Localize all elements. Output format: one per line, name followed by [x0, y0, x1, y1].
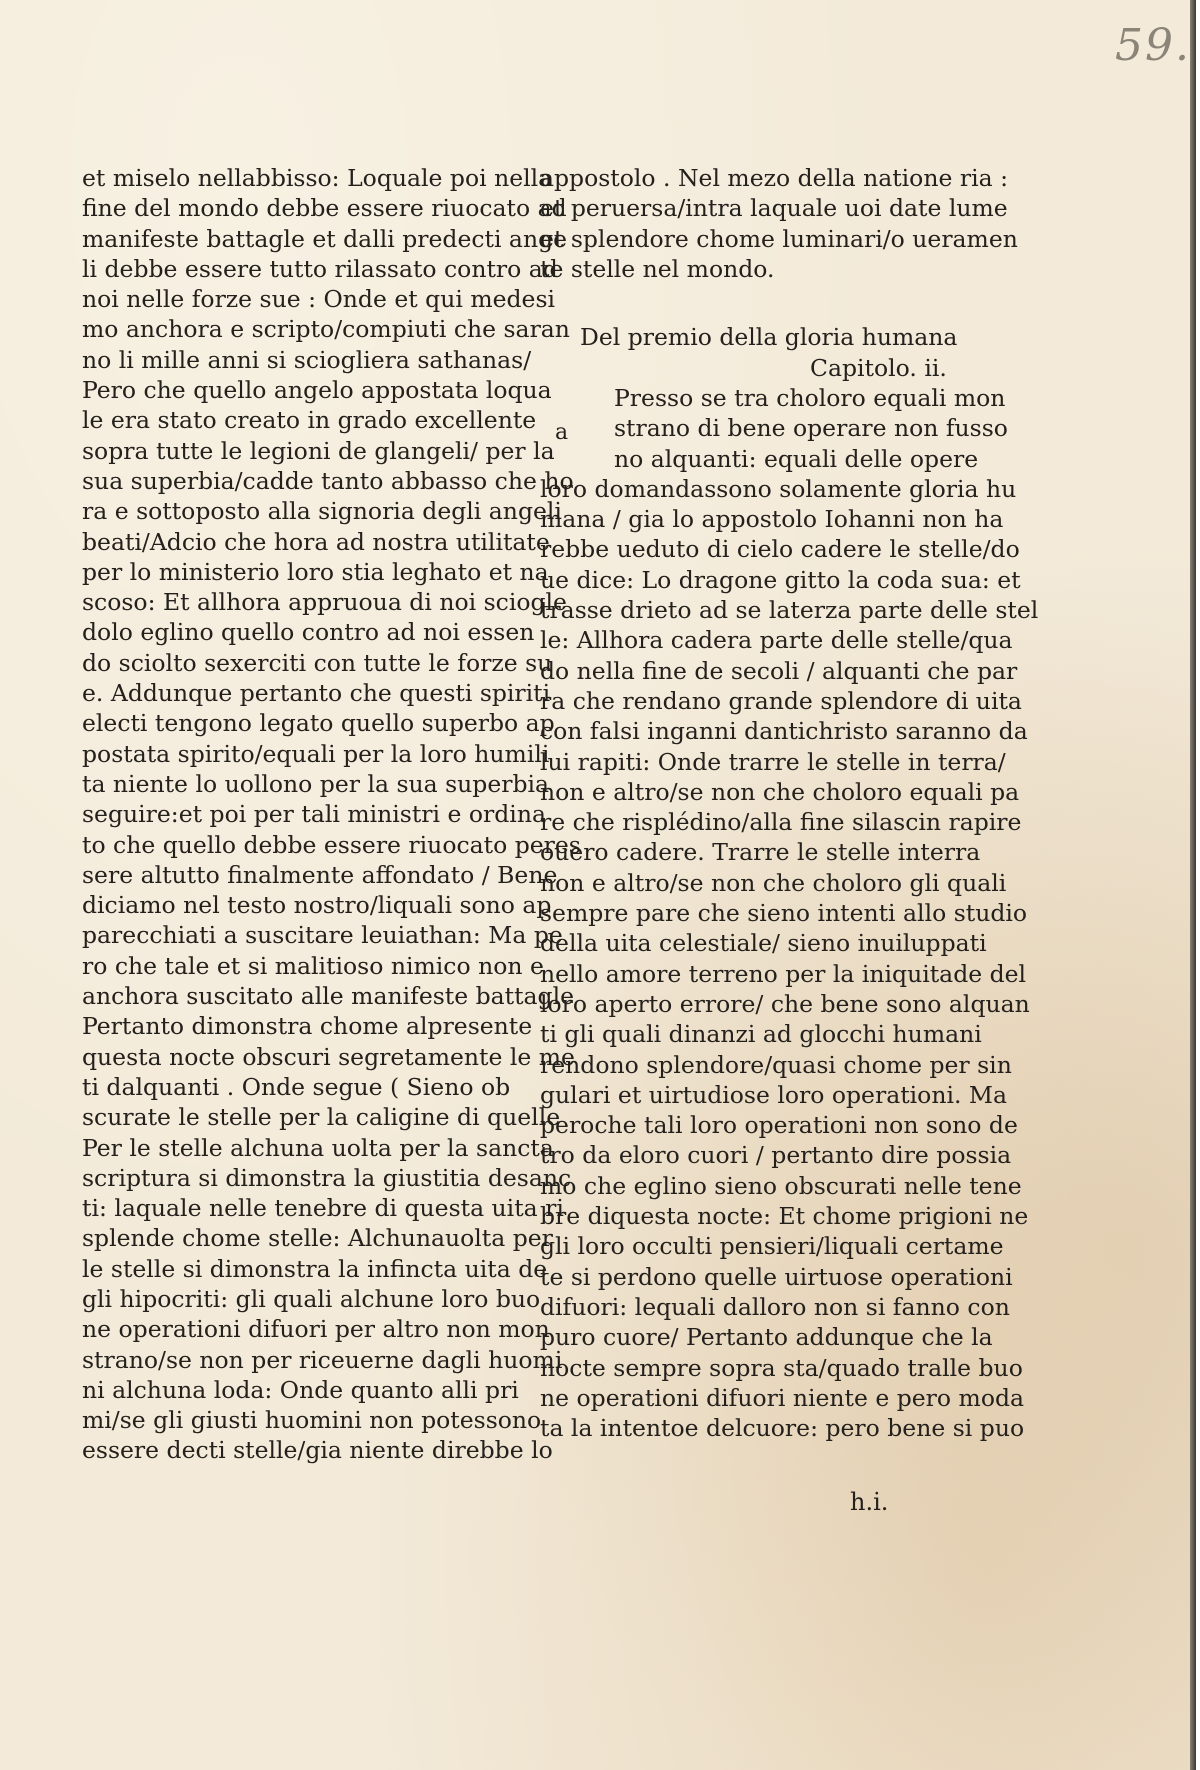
text-line: no alquanti: equali delle opere	[614, 444, 979, 473]
text-line: dolo eglino quello contro ad noi essen	[82, 618, 535, 647]
text-line: ra che rendano grande splendore di uita	[540, 686, 1022, 715]
text-line: sempre pare che sieno intenti allo studio	[540, 899, 1028, 928]
text-line: anchora suscitato alle manifeste battagle	[82, 982, 575, 1011]
chapter-number: Capitolo. ii.	[810, 353, 947, 382]
text-line: mo anchora e scripto/compiuti che saran	[82, 315, 570, 344]
text-line: le era stato creato in grado excellente	[82, 406, 537, 435]
text-line: peroche tali loro operationi non sono de	[540, 1111, 1018, 1140]
text-line: scurate le stelle per la caligine di quelle	[82, 1103, 561, 1132]
text-line: mi/se gli giusti huomini non potessono	[82, 1406, 542, 1435]
text-line: Presso se tra choloro equali mon	[614, 384, 1006, 412]
text-line: Pero che quello angelo appostata loqua	[82, 376, 552, 405]
text-line: per lo ministerio loro stia leghato et na	[82, 557, 549, 586]
text-line: questa nocte obscuri segretamente le me	[82, 1042, 575, 1071]
text-line: ti dalquanti . Onde segue ( Sieno ob	[82, 1072, 511, 1101]
text-line: loro domandassono solamente gloria hu	[540, 474, 1017, 503]
text-line: re che risplédino/alla fine silascin rapire	[540, 808, 1022, 837]
text-line: della uita celestiale/ sieno inuiluppati	[540, 929, 987, 958]
text-line: ti gli quali dinanzi ad glocchi humani	[540, 1020, 982, 1049]
right-text-column-top	[540, 163, 1018, 284]
text-line: lui rapiti: Onde trarre le stelle in terra/	[540, 747, 1006, 776]
text-line: strano di bene operare non fusso	[614, 414, 1008, 443]
text-line: gli hipocriti: gli quali alchune loro buo	[82, 1284, 541, 1313]
text-line: et peruersa/intra laquale uoi date lume	[540, 194, 1008, 223]
text-line: e. Addunque pertanto che questi spiriti	[82, 679, 551, 708]
text-line: seguire:et poi per tali ministri e ordina	[82, 800, 546, 829]
text-line: do sciolto sexerciti con tutte le forze su	[82, 648, 553, 677]
text-line: essere decti stelle/gia niente direbbe lo	[82, 1436, 553, 1465]
text-line: electi tengono legato quello superbo ap	[82, 709, 555, 738]
text-line: sopra tutte le legioni de glangeli/ per la	[82, 436, 555, 465]
text-line: ro che tale et si malitioso nimico non e	[82, 951, 544, 980]
text-line: do nella fine de secoli / alquanti che par	[540, 656, 1018, 685]
text-line: ti: laquale nelle tenebre di questa uita ri	[82, 1194, 564, 1223]
text-line: to che quello debbe essere riuocato peres	[82, 830, 581, 859]
chapter-title: Del premio della gloria humana	[580, 323, 958, 351]
text-line: le: Allhora cadera parte delle stelle/qua	[540, 626, 1013, 655]
text-line: gli loro occulti pensieri/liquali certame	[540, 1232, 1004, 1261]
page-edge-shadow	[1190, 0, 1196, 1770]
text-line: li debbe essere tutto rilassato contro ad	[82, 254, 558, 283]
text-line: difuori: lequali dalloro non si fanno con	[540, 1292, 1010, 1321]
text-line: beati/Adcio che hora ad nostra utilitate	[82, 527, 550, 556]
text-line: trasse drieto ad se laterza parte delle stel	[540, 596, 1039, 625]
guide-letter: a	[555, 420, 569, 445]
text-line: gulari et uirtudiose loro operationi. Ma	[540, 1080, 1007, 1109]
text-line: con falsi inganni dantichristo saranno da	[540, 717, 1028, 746]
text-line: te si perdono quelle uirtuose operationi	[540, 1262, 1013, 1291]
text-line: manifeste battagle et dalli predecti ange	[82, 224, 568, 253]
text-line: Per le stelle alchuna uolta per la sancta	[82, 1133, 554, 1162]
text-line: nello amore terreno per la iniquitade del	[540, 959, 1027, 988]
text-line: loro aperto errore/ che bene sono alquan	[540, 989, 1030, 1018]
text-line: puro cuore/ Pertanto addunque che la	[540, 1323, 993, 1352]
text-line: ouero cadere. Trarre le stelle interra	[540, 838, 981, 867]
text-line: tro da eloro cuori / pertanto dire possia	[540, 1141, 1012, 1170]
text-line: scoso: Et allhora appruoua di noi sciogle	[82, 588, 567, 617]
text-line: non e altro/se non che choloro equali pa	[540, 777, 1020, 806]
text-line: mo che eglino sieno obscurati nelle tene	[540, 1171, 1022, 1200]
right-text-column-body	[540, 383, 1039, 1443]
text-line: splende chome stelle: Alchunauolta per	[82, 1224, 553, 1253]
text-line: et splendore chome luminari/o ueramen	[540, 224, 1018, 253]
text-line: ne operationi difuori niente e pero moda	[540, 1383, 1025, 1412]
text-line: et miselo nellabbisso: Loquale poi nella	[82, 164, 553, 192]
text-line: parecchiati a suscitare leuiathan: Ma pe	[82, 921, 563, 950]
text-line: scriptura si dimonstra la giustitia desanc	[82, 1163, 572, 1192]
text-line: ta niente lo uollono per la sua superbia	[82, 769, 550, 798]
text-line: non e altro/se non che choloro gli quali	[540, 868, 1007, 897]
text-line: strano/se non per riceuerne dagli huomi	[82, 1345, 563, 1374]
text-line: nocte sempre sopra sta/quado tralle buo	[540, 1353, 1023, 1382]
signature-mark: h.i.	[850, 1488, 889, 1516]
text-line: postata spirito/equali per la loro humili	[82, 739, 550, 768]
text-line: fine del mondo debbe essere riuocato ad	[82, 194, 567, 223]
text-line: sere altutto finalmente affondato / Bene	[82, 860, 558, 889]
text-line: no li mille anni si sciogliera sathanas/	[82, 345, 532, 374]
text-line: rebbe ueduto di cielo cadere le stelle/do	[540, 535, 1020, 564]
text-line: mana / gia lo appostolo Iohanni non ha	[540, 505, 1004, 534]
folio-number: 59.	[1115, 20, 1191, 71]
left-text-column	[82, 163, 581, 1466]
text-line: diciamo nel testo nostro/liquali sono ap	[82, 891, 552, 920]
text-line: ta la intentoe delcuore: pero bene si puo	[540, 1414, 1025, 1443]
chapter-heading	[580, 322, 957, 383]
text-line: ni alchuna loda: Onde quanto alli pri	[82, 1375, 519, 1404]
text-line: ue dice: Lo dragone gitto la coda sua: et	[540, 565, 1021, 594]
text-line: rendono splendore/quasi chome per sin	[540, 1050, 1012, 1079]
text-line: ne operationi difuori per altro non mon	[82, 1315, 550, 1344]
text-line: te stelle nel mondo.	[540, 254, 775, 283]
text-line: Pertanto dimonstra chome alpresente	[82, 1012, 533, 1041]
text-line: noi nelle forze sue : Onde et qui medesi	[82, 285, 556, 314]
text-line: le stelle si dimonstra la infincta uita de	[82, 1254, 548, 1283]
text-line: appostolo . Nel mezo della natione ria :	[540, 164, 1008, 192]
text-line: sua superbia/cadde tanto abbasso che ho	[82, 466, 574, 495]
text-line: ra e sottoposto alla signoria degli angeli	[82, 497, 562, 526]
text-line: bre diquesta nocte: Et chome prigioni ne	[540, 1202, 1029, 1231]
